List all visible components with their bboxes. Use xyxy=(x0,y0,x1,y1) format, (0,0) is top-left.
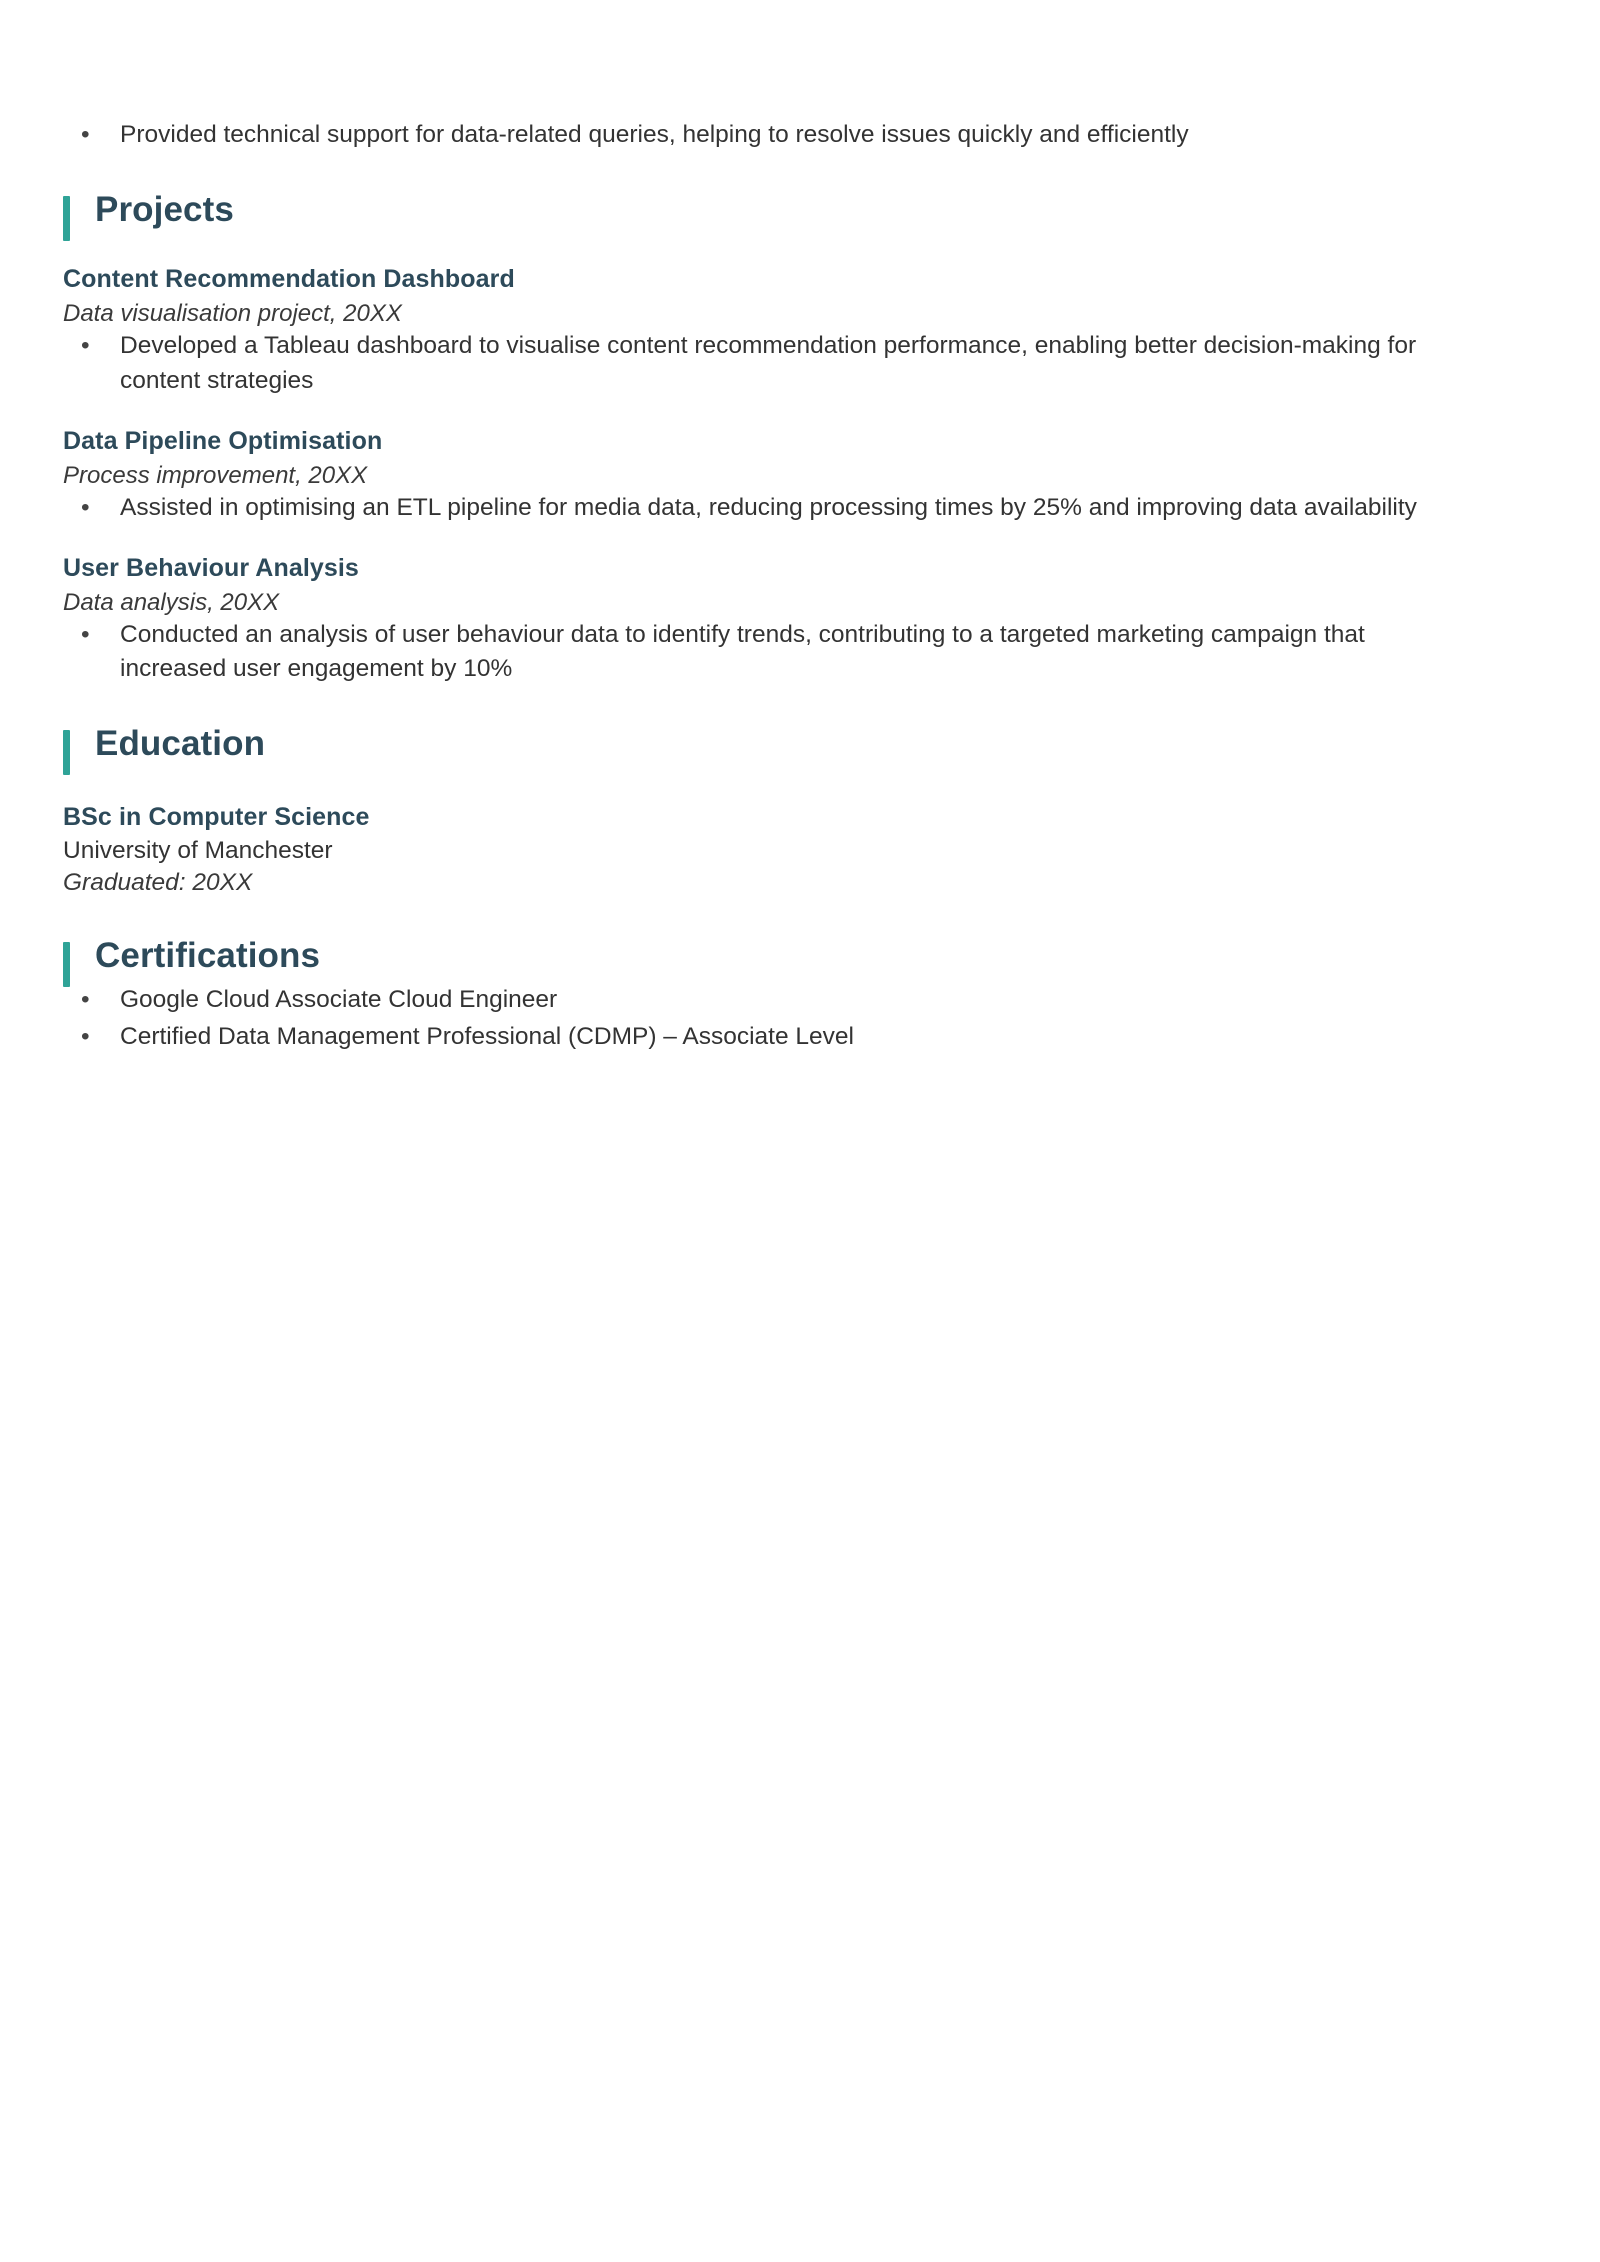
list-item xyxy=(63,1020,1468,1055)
bullet-icon: • xyxy=(81,121,90,148)
project-entry-user-behaviour-analysis xyxy=(63,552,1468,688)
list-item xyxy=(63,983,1468,1018)
education-degree: BSc in Computer Science xyxy=(63,803,370,832)
list-item-text: Conducted an analysis of user behaviour data to identify trends, contributing to a targeted marketing campaign that increased user engagement by 10% xyxy=(120,620,1365,683)
list-item-text: Developed a Tableau dashboard to visualise content recommendation performance, enabling better decision-making for content strategies xyxy=(120,331,1417,394)
bullet-icon: • xyxy=(81,1022,90,1050)
section-title: Certifications xyxy=(95,935,321,975)
resume-content xyxy=(63,118,1468,1057)
experience-continued-bullets xyxy=(63,118,1468,153)
section-heading-education xyxy=(63,723,1468,771)
section-title: Projects xyxy=(95,189,234,229)
project-bullets xyxy=(63,491,1468,526)
project-title: Content Recommendation Dashboard xyxy=(63,264,515,293)
project-bullets xyxy=(63,618,1468,688)
certifications-list xyxy=(63,983,1468,1055)
project-entry-data-pipeline-optimisation xyxy=(63,425,1468,526)
education-graduation: Graduated: 20XX xyxy=(63,869,253,897)
education-institution: University of Manchester xyxy=(63,837,333,865)
project-title: User Behaviour Analysis xyxy=(63,553,359,582)
accent-bar-icon xyxy=(63,730,70,775)
section-certifications xyxy=(63,935,1468,1055)
accent-bar-icon xyxy=(63,942,70,987)
bullet-icon: • xyxy=(81,985,90,1013)
section-projects xyxy=(63,189,1468,687)
list-item xyxy=(63,118,1468,153)
project-title: Data Pipeline Optimisation xyxy=(63,426,383,455)
bullet-icon: • xyxy=(81,620,90,648)
project-subtitle: Data analysis, 20XX xyxy=(63,588,280,616)
section-education xyxy=(63,723,1468,899)
section-heading-certifications xyxy=(63,935,1468,983)
list-item-text: Google Cloud Associate Cloud Engineer xyxy=(120,985,558,1013)
section-title: Education xyxy=(95,724,266,764)
accent-bar-icon xyxy=(63,196,70,241)
project-bullets xyxy=(63,329,1468,399)
list-item xyxy=(63,618,1468,688)
list-item xyxy=(63,329,1468,399)
project-subtitle: Process improvement, 20XX xyxy=(63,461,368,489)
list-item-text: Provided technical support for data-related queries, helping to resolve issues quickly and efficiently xyxy=(120,121,1189,148)
list-item xyxy=(63,491,1468,526)
education-entry xyxy=(63,801,1468,899)
project-entry-content-recommendation-dashboard xyxy=(63,263,1468,399)
project-subtitle: Data visualisation project, 20XX xyxy=(63,299,402,327)
list-item-text: Assisted in optimising an ETL pipeline for media data, reducing processing times by 25% and improving data availability xyxy=(120,493,1417,521)
list-item-text: Certified Data Management Professional (CDMP) – Associate Level xyxy=(120,1022,854,1050)
bullet-icon: • xyxy=(81,493,90,521)
bullet-icon: • xyxy=(81,331,90,359)
section-heading-projects xyxy=(63,189,1468,237)
